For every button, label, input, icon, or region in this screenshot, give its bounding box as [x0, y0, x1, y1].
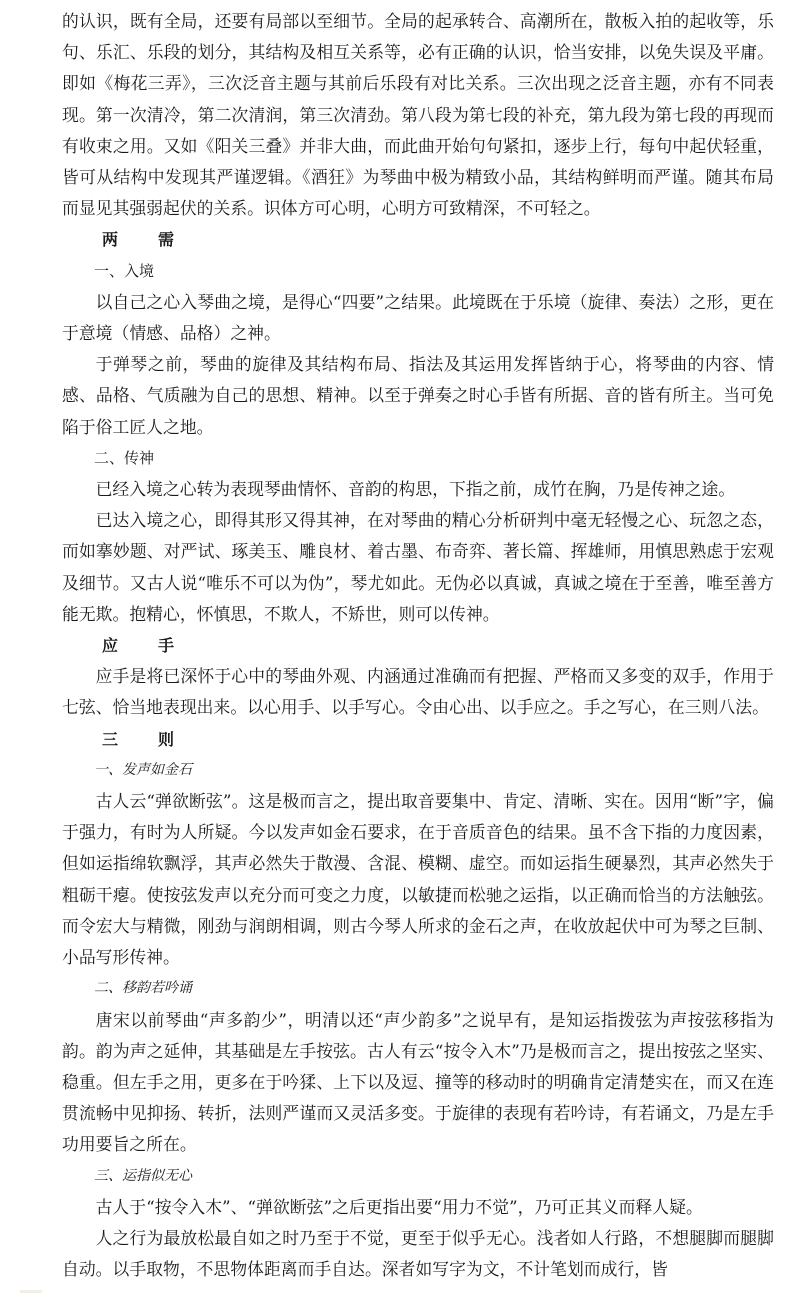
paragraph-yunzhi-2: 人之行为最放松最自如之时乃至于不觉，更至于似乎无心。浅者如人行路，不想腿脚而腿脚自动。以手取物，不思物体距离而手自达。深者如写字为文，不计笔划而成行，皆 [62, 1227, 774, 1280]
section-heading-yingshou: 应 手 [102, 636, 187, 656]
paragraph-yunzhi-1: 古人于“按令入木”、“弹欲断弦”之后更指出要“用力不觉”，乃可正其义而释人疑。 [95, 1196, 703, 1217]
paragraph-yingshou: 应手是将已深怀于心中的琴曲外观、内涵通过准确而有把握、严格而又多变的双手，作用于七弦、恰当地表现出来。以心用手、以手写心。令由心出、以手应之。手之写心，在三则八法。 [62, 666, 774, 718]
document-page [62, 6, 774, 1285]
paragraph-rujing-1: 以自己之心入琴曲之境，是得心“四要”之结果。此境既在于乐境（旋律、奏法）之形，更在于意境（情感、品格）之神。 [62, 291, 774, 344]
page-corner-mark [20, 1290, 42, 1293]
subheading-rujing: 一、入境 [94, 261, 155, 280]
paragraph-rujing-2: 于弹琴之前，琴曲的旋律及其结构布局、指法及其运用发挥皆纳于心，将琴曲的内容、情感、品格、气质融为自己的思想、精神。以至于弹奏之时心手皆有所据、音的皆有所主。当可免陷于俗工匠人之地。 [62, 354, 774, 437]
paragraph-yiyun: 唐宋以前琴曲“声多韵少”，明清以还“声少韵多”之说早有，是知运指拨弦为声按弦移指为韵。韵为声之延伸，其基础是左手按弦。古人有云“按令入木”乃是极而言之，提出按弦之坚实、稳重。但左手之用，更多在于吟猱、上下以及逗、撞等的移动时的明确肯定清楚实在，而又在连贯流畅中见抑扬、转折，法则严谨而又灵活多变。于旋律的表现有若吟诗，有若诵文，乃是左手功用要旨之所在。 [62, 1009, 774, 1155]
subheading-fasheng: 一、发声如金石 [94, 761, 192, 778]
section-heading-sanze: 三 则 [102, 729, 187, 749]
paragraph-structure: 的认识，既有全局，还要有局部以至细节。全局的起承转合、高潮所在，散板入拍的起收等，乐句、乐汇、乐段的划分，其结构及相互关系等，必有正确的认识，恰当安排，以免失误及平庸。即如《梅花三弄》，三次泛音主题与其前后乐段有对比关系。三次出现之泛音主题，亦有不同表现。第一次清冷，第二次清润，第三次清劲。第八段为第七段的补充，第九段为第七段的再现而有收束之用。又如《阳关三叠》并非大曲，而此曲开始句句紧扣，逐步上行，每句中起伏轻重，皆可从结构中发现其严谨逻辑。《酒狂》为琴曲中极为精致小品，其结构鲜明而严谨。随其布局而显见其强弱起伏的关系。识体方可心明，心明方可致精深，不可轻之。 [62, 11, 774, 219]
subheading-yiyun: 二、移韵若吟诵 [94, 980, 192, 997]
paragraph-chuanshen-1: 已经入境之心转为表现琴曲情怀、音韵的构思，下指之前，成竹在胸，乃是传神之途。 [95, 479, 736, 500]
subheading-yunzhi: 三、运指似无心 [94, 1167, 192, 1184]
subheading-chuanshen: 二、传神 [94, 448, 155, 467]
section-heading-liangxu: 两 需 [102, 230, 187, 250]
paragraph-fasheng: 古人云“弹欲断弦”。这是极而言之，提出取音要集中、肯定、清晰、实在。因用“断”字，偏于强力，有时为人所疑。今以发声如金石要求，在于音质音色的结果。虽不含下指的力度因素，但如运指绵软飘浮，其声必然失于散漫、含混、模糊、虚空。而如运指生硬暴烈，其声必然失于粗砺干瘪。使按弦发声以充分而可变之力度，以敏捷而松驰之运指，以正确而恰当的方法触弦。而令宏大与精微，刚劲与润朗相调，则古今琴人所求的金石之声，在收放起伏中可为琴之巨制、小品写形传神。 [62, 791, 774, 968]
paragraph-chuanshen-2: 已达入境之心，即得其形又得其神，在对琴曲的精心分析研判中毫无轻慢之心、玩忽之态，而如搴妙题、对严试、琢美玉、雕良材、着古墨、布奇弈、著长篇、挥雄师，用慎思熟虑于宏观及细节。又古人说“唯乐不可以为伪”，琴尤如此。无伪必以真诚，真诚之境在于至善，唯至善方能无欺。抱精心，怀慎思，不欺人，不矫世，则可以传神。 [62, 510, 774, 624]
